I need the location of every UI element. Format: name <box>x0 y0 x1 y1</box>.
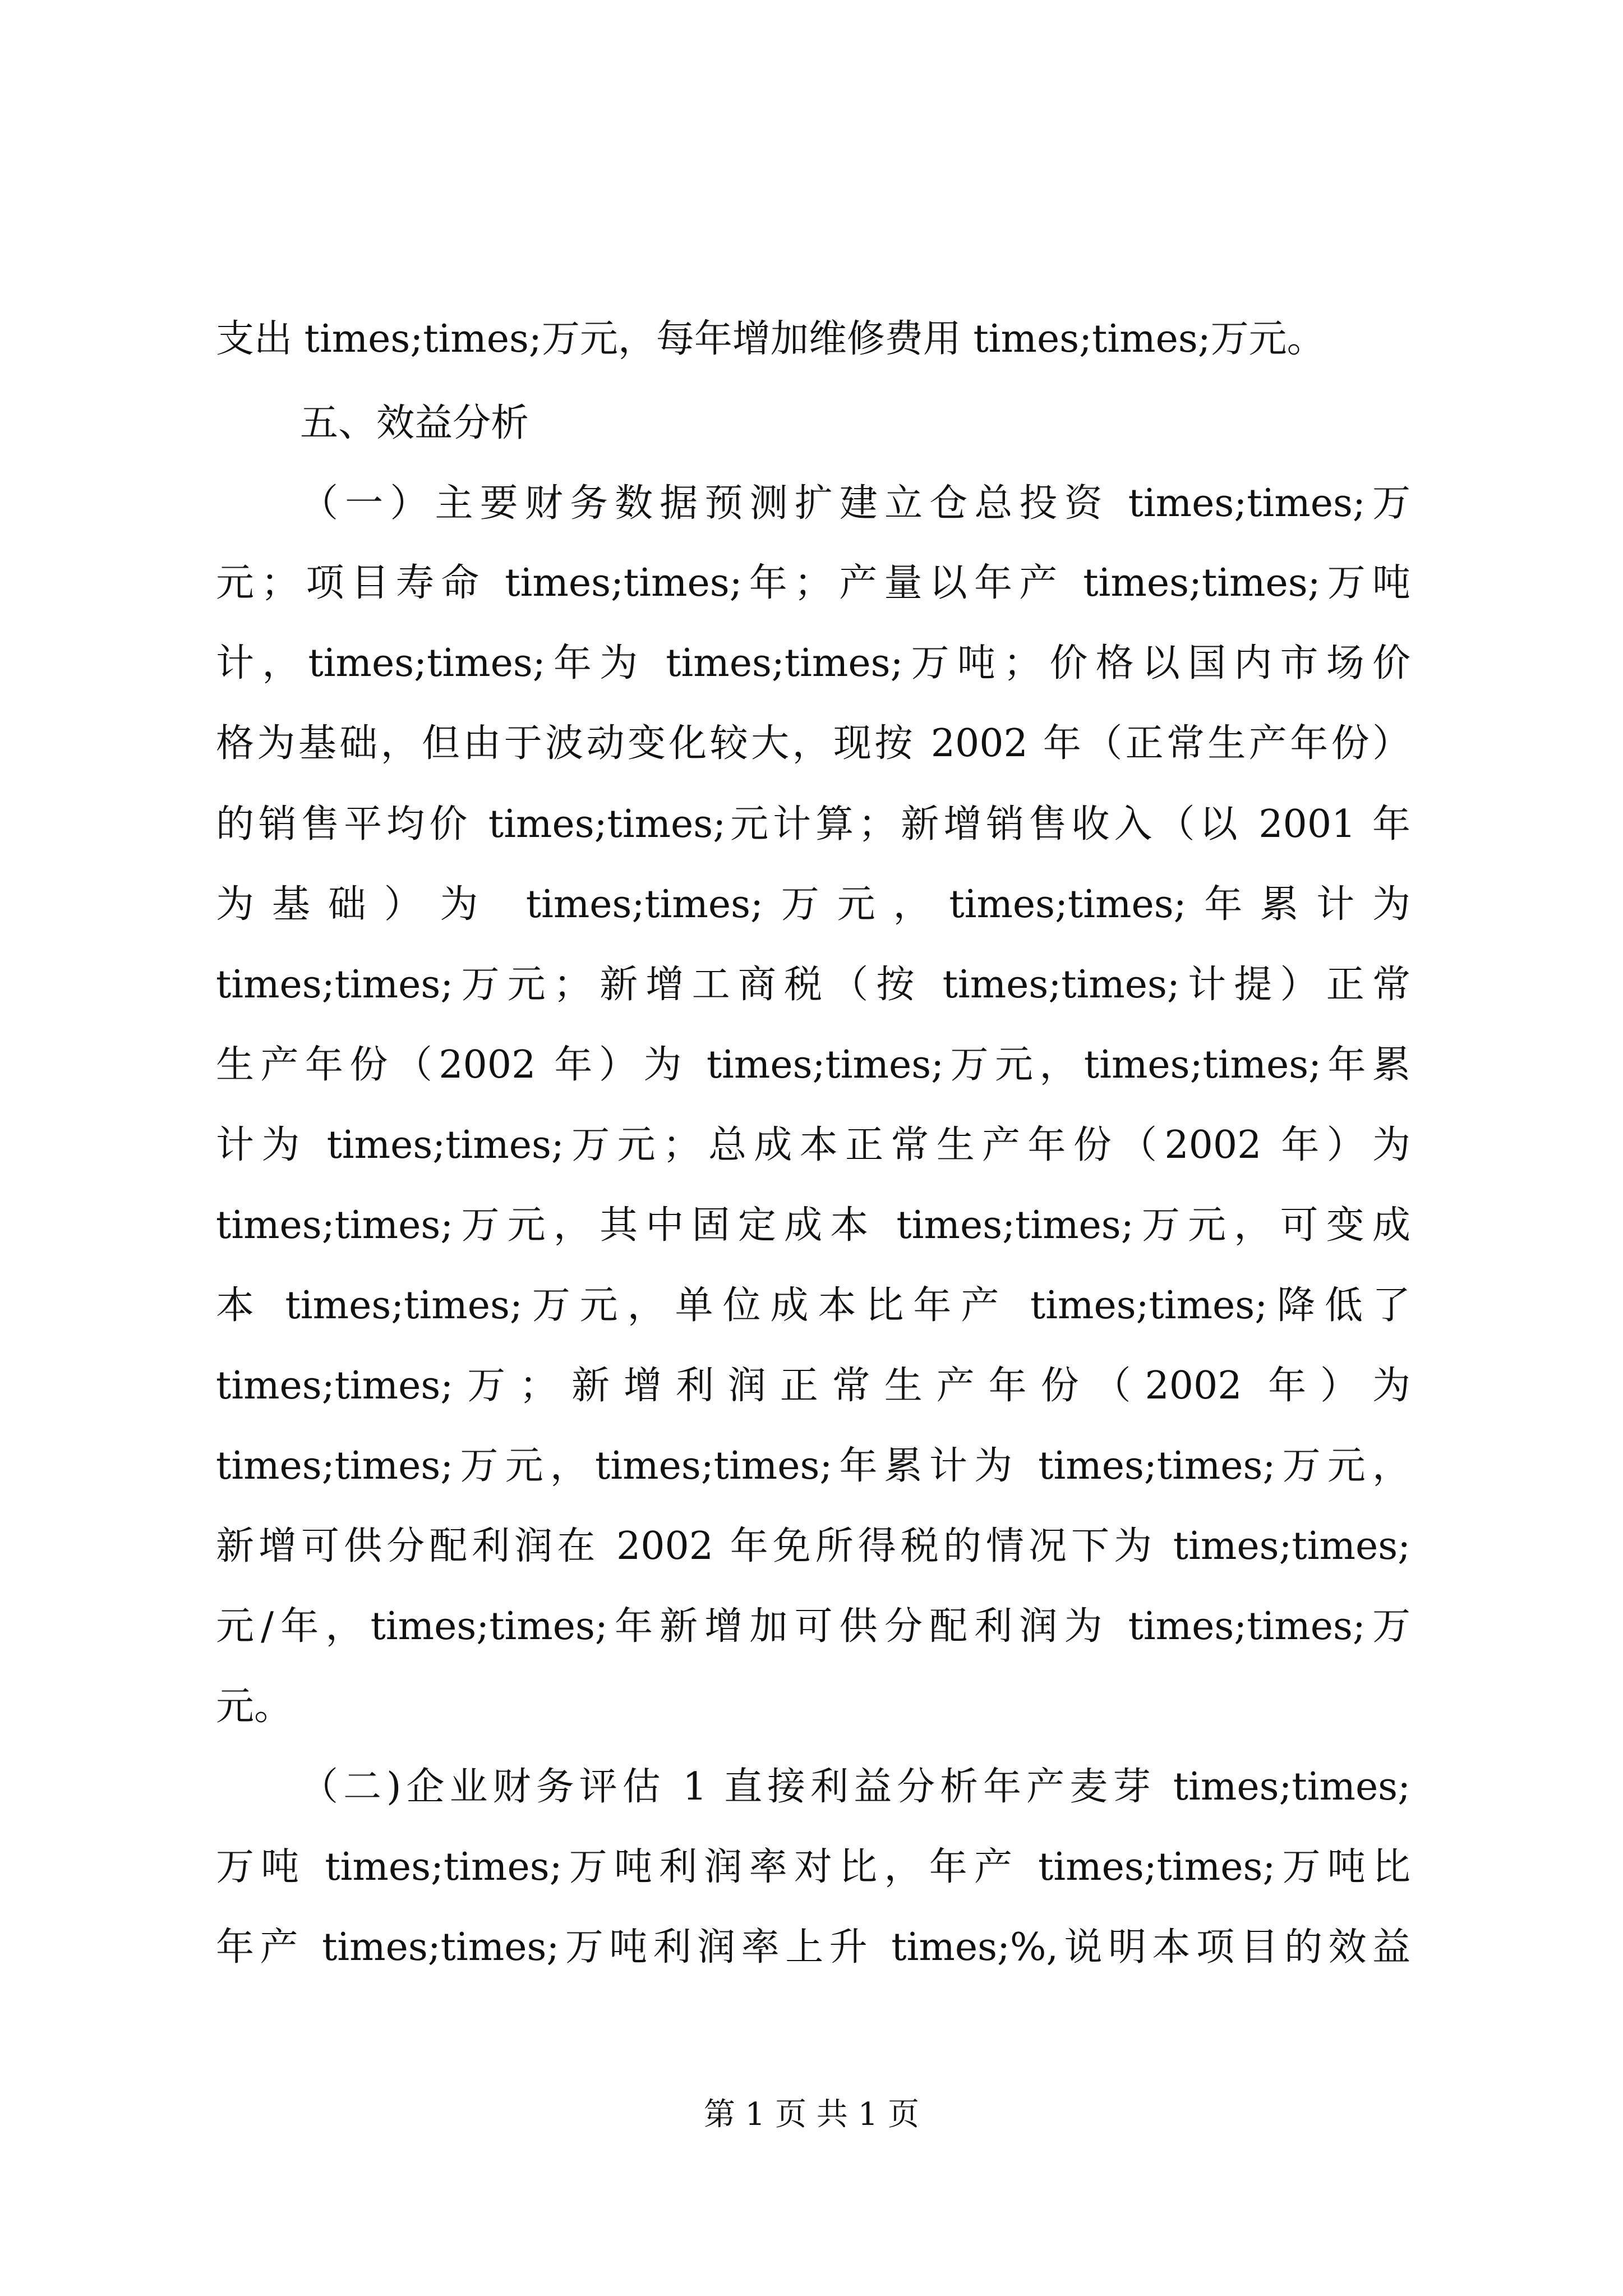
paragraph-line: 为基础）为 times;times;万元，times;times;年累计为 <box>216 882 1410 927</box>
paragraph-line: 年产 times;times;万吨利润率上升 times;%,说明本项目的效益 <box>216 1925 1410 1970</box>
paragraph-line: 新增可供分配利润在 2002 年免所得税的情况下为 times;times; <box>216 1524 1410 1568</box>
paragraph-line: 生产年份（2002 年）为 times;times;万元，times;times;年累 <box>216 1043 1410 1087</box>
paragraph-line: 格为基础，但由于波动变化较大，现按 2002 年（正常生产年份） <box>216 721 1410 766</box>
paragraph-line: 元。 <box>216 1685 293 1729</box>
paragraph-line: 本 times;times;万元，单位成本比年产 times;times;降低了 <box>216 1283 1410 1328</box>
paragraph-line: 元；项目寿命 times;times;年；产量以年产 times;times;万吨 <box>216 561 1410 605</box>
paragraph-line: 万吨 times;times;万吨利润率对比，年产 times;times;万吨比 <box>216 1845 1410 1889</box>
paragraph-line: （二)企业财务评估 1 直接利益分析年产麦芽 times;times; <box>300 1765 1410 1809</box>
paragraph-line: times;times;万元，其中固定成本 times;times;万元，可变成 <box>216 1203 1410 1248</box>
paragraph-line: 计，times;times;年为 times;times;万吨；价格以国内市场价 <box>216 641 1410 685</box>
paragraph-line: times;times;万元，times;times;年累计为 times;times;万元， <box>216 1444 1410 1488</box>
page-footer: 第 1 页 共 1 页 <box>703 2096 920 2133</box>
paragraph-line: times;times;万；新增利润正常生产年份（2002 年）为 <box>216 1364 1410 1408</box>
paragraph-line: 的销售平均价 times;times;元计算；新增销售收入（以 2001 年 <box>216 802 1410 846</box>
paragraph-line: （一）主要财务数据预测扩建立仓总投资 times;times;万 <box>300 481 1410 526</box>
paragraph-line: 支出 times;times;万元，每年增加维修费用 times;times;万元。 <box>216 317 1325 361</box>
section-heading: 五、效益分析 <box>300 401 529 445</box>
paragraph-line: 计为 times;times;万元；总成本正常生产年份（2002 年）为 <box>216 1123 1410 1167</box>
paragraph-line: 元/年，times;times;年新增加可供分配利润为 times;times;万 <box>216 1604 1410 1649</box>
paragraph-line: times;times;万元；新增工商税（按 times;times;计提）正常 <box>216 963 1410 1007</box>
